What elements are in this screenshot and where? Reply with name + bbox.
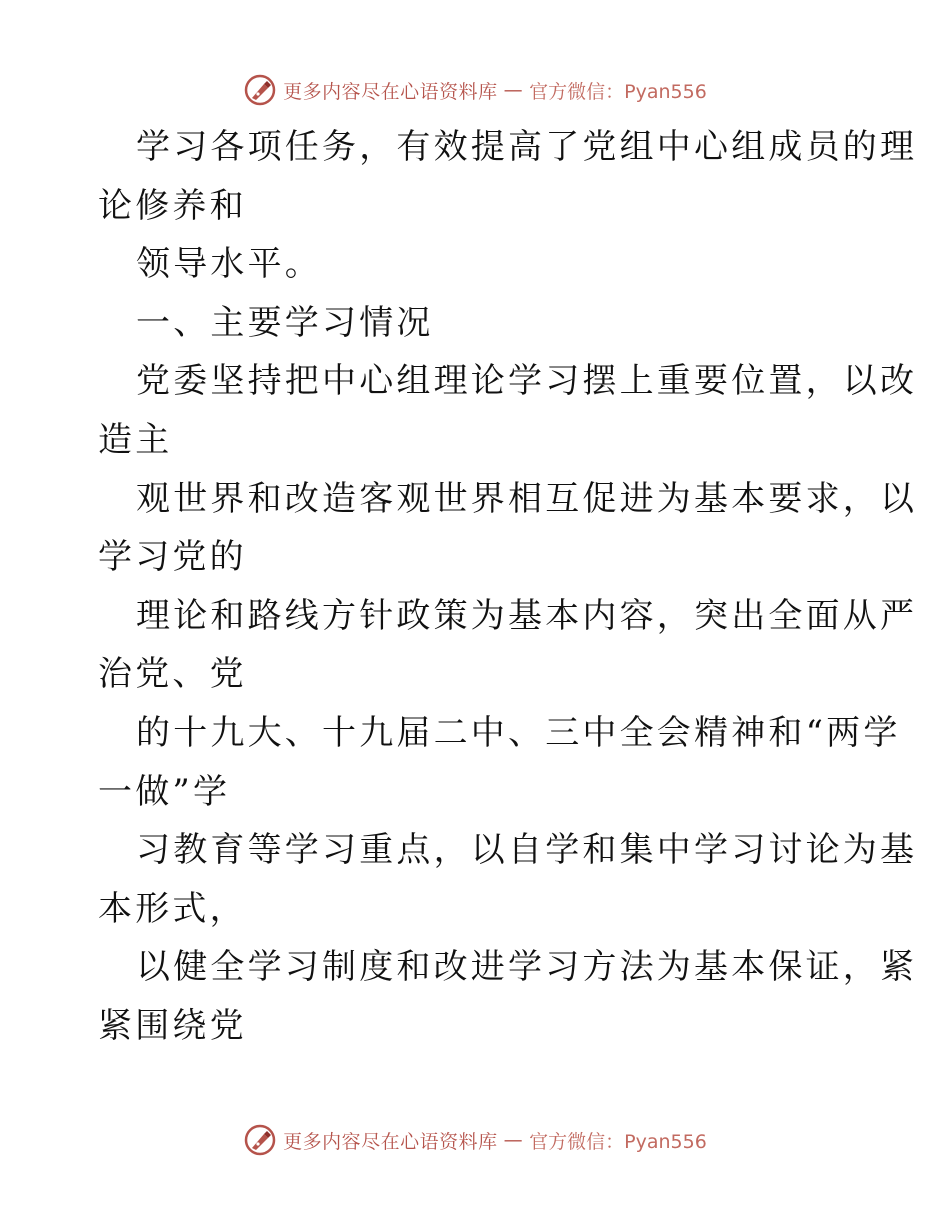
- text-line: 一、主要学习情况: [136, 302, 434, 343]
- document-body: [98, 118, 918, 1056]
- banner-wechat-text: 官方微信：Pyan556: [529, 80, 707, 103]
- pen-nib-logo-icon: [243, 1123, 277, 1157]
- text-line: 领导水平。: [136, 244, 322, 285]
- footer-banner: [0, 1120, 950, 1160]
- text-line: 治党、党: [98, 654, 247, 695]
- text-line: 以健全学习制度和改进学习方法为基本保证，紧: [136, 947, 918, 988]
- banner-promo-text: 更多内容尽在心语资料库: [283, 1130, 498, 1153]
- text-line: 理论和路线方针政策为基本内容，突出全面从严: [136, 595, 918, 636]
- text-line: 观世界和改造客观世界相互促进为基本要求，以: [136, 478, 918, 519]
- banner-dash: —: [503, 1129, 524, 1151]
- text-line: 紧围绕党: [98, 1005, 247, 1046]
- text-line: 习教育等学习重点，以自学和集中学习讨论为基: [136, 830, 918, 871]
- header-banner: [0, 70, 950, 110]
- text-line: 学习党的: [98, 537, 247, 578]
- text-line: 论修养和: [98, 185, 247, 226]
- text-line: 本形式，: [98, 888, 247, 929]
- text-line: 党委坚持把中心组理论学习摆上重要位置，以改: [136, 361, 918, 402]
- banner-dash: —: [503, 79, 524, 101]
- text-line: 造主: [98, 419, 173, 460]
- pen-nib-logo-icon: [243, 73, 277, 107]
- banner-promo-text: 更多内容尽在心语资料库: [283, 80, 498, 103]
- text-line: 一做”学: [98, 771, 231, 812]
- text-line: 学习各项任务，有效提高了党组中心组成员的理: [136, 127, 918, 167]
- banner-wechat-text: 官方微信：Pyan556: [529, 1130, 707, 1153]
- text-line: 的十九大、十九届二中、三中全会精神和“两学: [136, 712, 901, 753]
